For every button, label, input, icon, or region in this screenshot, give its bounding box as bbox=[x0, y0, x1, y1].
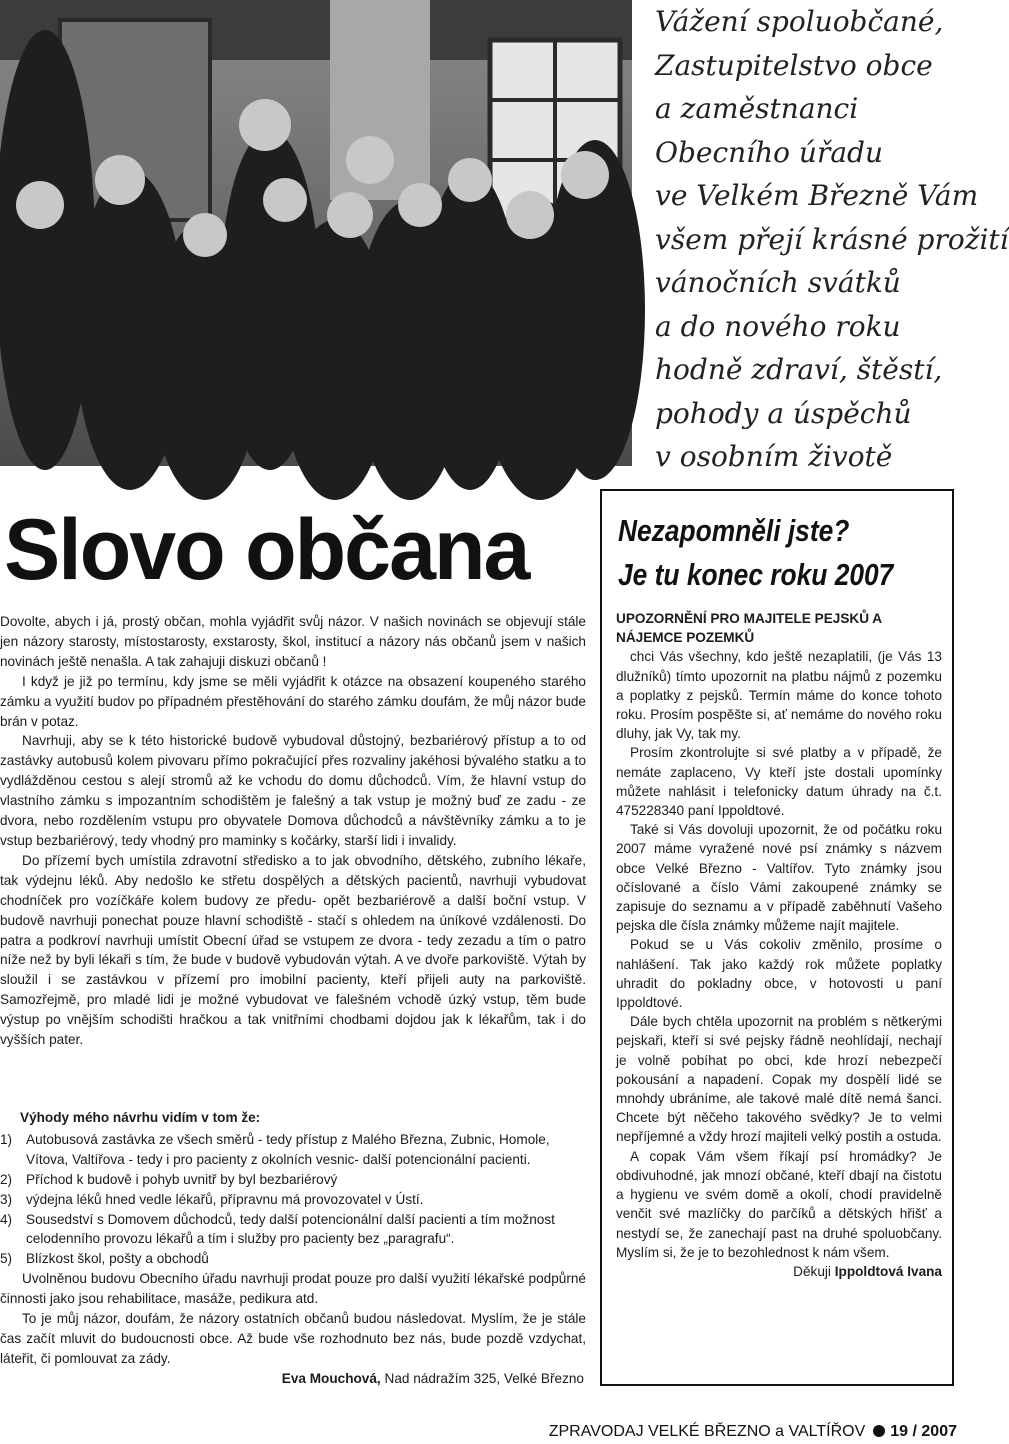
benefit-text: Sousedství s Domovem důchodců, tedy další potencionální další pacienti a tím možnost celodenního provozu lékařů a tím i služby pro pacienty bez „paragrafu“. bbox=[26, 1211, 555, 1247]
article-paragraph: Do přízemí bych umístila zdravotní středisko a to jak obvodního, dětského, zubního lékaře, tak výdejnu léků. Aby nedošlo ke střetu dospělých a dětských pacientů, navrhuji vybudovat chodníček pro vozíčkáře kolem budovy ze předu- opět bezbariérově a další boční vstup. V budově navrhuji ponechat pouze hlavní schodiště - stačí s ohledem na úníkové vzdálenosti. Do patra a podkroví navrhuji umístit Obecní úřad se vstupem ze dvora - tedy zezadu a tím o patro níže než by byli lékaři s tím, že bude v budově vybudován výtah. A ve dvoře parkoviště. Výtah by sloužil i se zastávkou v přízemí pro imobilní pacienty, kteří přijeli auty na parkoviště. Samozřejmě, pro mladé lidi je možné vybudovat ve falešném vchodě úzký vstup, těm bude výstup po vnějším schodišti hračkou a tak vnitřními chodbami dojdou jak k lékařům, tak i do vyšších pater. bbox=[0, 852, 586, 1048]
reminder-box bbox=[600, 489, 954, 1386]
box-paragraph: Dále bych chtěla upozornit na problém s nětkerými pejskaři, kteří si své pejsky řádně neohlídají, nechají je volně pobíhat po obci, kde hrozí nebezpečí pokousání a napadení. Copak my dospělí lidé se mnohdy ubráníme, ale takové malé dítě nemá šanci. Chcete být něčeho takového svědky? Je to velmi nepříjemné a vždy hrozí majiteli velký postih a ostuda. bbox=[616, 1014, 942, 1145]
box-paragraph: Pokud se u Vás cokoliv změnilo, prosíme o nahlášení. Tak jako každý rok můžete poplatky uhradit do pokladny obce, v hotovosti u paní Ippoldtové. bbox=[616, 937, 942, 1011]
box-paragraph: Prosím zkontrolujte si své platby a v případě, že nemáte zaplaceno, Vy kteří jste dostali upomínky můžete nahlásit i telefonicky datum úhrady na č.t. 475228340 paní Ippoldtové. bbox=[616, 745, 942, 819]
signature bbox=[0, 1369, 586, 1389]
benefit-item bbox=[0, 1249, 586, 1269]
benefits-heading: Výhody mého návrhu vidím v tom že: bbox=[20, 1110, 261, 1125]
article-paragraph: Dovolte, abych i já, prostý občan, mohla vyjádřit svůj názor. V našich novinách se objevují stále jen názory starosty, místostarosty, exstarosty, škol, institucí a názory nás občanů jsem v našich novinách ještě nenašla. A tak zahajuji diskuzi občanů ! bbox=[0, 614, 586, 669]
benefit-text: Autobusová zastávka ze všech směrů - tedy přístup z Malého Března, Zubnic, Homole, Vítova, Valtířova - tedy i pro pacienty z okolních vesnic- další potencionální pacienti. bbox=[26, 1131, 550, 1167]
benefit-text: Příchod k budově i pohyb uvnitř by byl bezbariérový bbox=[26, 1171, 338, 1187]
benefit-item bbox=[0, 1130, 586, 1170]
issue-number: 19 / 2007 bbox=[890, 1423, 957, 1440]
box-paragraph: Také si Vás dovoluji upozornit, že od počátku roku 2007 máme vyražené nové psí známky s názvem obce Velké Březno - Valtířov. Tyto známky jsou očíslované a číslo Vámi zakoupené známky se zapisuje do seznamu a v případě zaběhnutí Vašeho pejska dle čísla známky můžeme najít majitele. bbox=[616, 822, 942, 934]
group-photo bbox=[0, 0, 632, 466]
benefit-number: 3) bbox=[0, 1191, 13, 1207]
page-footer bbox=[505, 1422, 957, 1442]
benefit-number: 5) bbox=[0, 1251, 13, 1267]
greeting-line: pohody a úspěchů bbox=[655, 396, 912, 430]
box-subheading-year: Je tu konec roku 2007 bbox=[618, 557, 894, 592]
greeting-line: ve Velkém Březně Vám bbox=[655, 179, 979, 212]
article-body bbox=[0, 612, 586, 1050]
benefit-item bbox=[0, 1210, 586, 1250]
greeting-line: Obecního úřadu bbox=[655, 135, 883, 169]
closing-paragraph: Uvolněnou budovu Obecního úřadu navrhuji prodat pouze pro další využití lékařské podpůrné činnosti jako jsou rehabilitace, masáže, pedikura atd. bbox=[0, 1271, 586, 1307]
greeting-line: v osobním životě bbox=[655, 440, 893, 473]
benefit-number: 2) bbox=[0, 1171, 13, 1187]
closing-paragraph: To je můj názor, doufám, že názory ostatních občanů budou následovat. Myslím, že je stále čas začít mluvit do budoucnosti obce. Až bude vše rozhodnuto bez nás, bude pozdě vzdychat, láteřit, či pomlouvat za zády. bbox=[0, 1311, 586, 1366]
box-paragraph: chci Vás všechny, kdo ještě nezaplatili, (je Vás 13 dlužníků) tímto upozornit na platbu nájmů z pozemku a poplatky z pejsků. Termín máme do konce tohoto roku. Prosím pospěšte si, ať nemáme do nového roku dluhy, jak Vy, tak my. bbox=[616, 649, 942, 742]
benefit-number: 1) bbox=[0, 1131, 13, 1147]
signature-address: Nad nádražím 325, Velké Březno bbox=[384, 1370, 584, 1386]
benefit-item bbox=[0, 1170, 586, 1190]
bullet-icon bbox=[873, 1425, 885, 1437]
box-heading: Nezapomněli jste? bbox=[618, 513, 850, 548]
benefit-item bbox=[0, 1190, 586, 1210]
greeting-line: Vážení spoluobčané, bbox=[655, 5, 944, 38]
notice-heading: UPOZORNĚNÍ PRO MAJITELE PEJSKŮ A NÁJEMCE POZEMKŮ bbox=[616, 611, 882, 646]
greeting-line: Zastupitelstvo obce bbox=[655, 48, 933, 82]
article-paragraph: I když je již po termínu, kdy jsme se měli vyjádřit k otázce na obsazení koupeného starého zámku a využití budov po případném přestěhování do starého zámku doufám, že můj názor bude brán v potaz. bbox=[0, 673, 586, 729]
benefit-text: výdejna léků hned vedle lékařů, přípravnu má provozovatel v Ústí. bbox=[26, 1191, 424, 1207]
holiday-greeting bbox=[655, 0, 1009, 479]
signature-name: Eva Mouchová, bbox=[281, 1370, 381, 1386]
greeting-line: a do nového roku bbox=[655, 309, 901, 343]
thanks-word: Děkuji bbox=[793, 1263, 831, 1279]
box-paragraph: A copak Vám všem říkají psí hromádky? Je obdivuhodné, jak mnozí občané, kteří dbají na čistotu a hygienu ve svém domě a okolí, chodí pravidelně venčit své mazlíčky do parčíků a dětských hřišť a nestydí se, že zanechají past na druhé spoluobčany. Myslím si, že je to bezohlednost k nám všem. bbox=[616, 1148, 942, 1260]
benefit-text: Blízkost škol, pošty a obchodů bbox=[26, 1251, 209, 1267]
benefits-section bbox=[0, 1108, 586, 1389]
greeting-line: a zaměstnanci bbox=[655, 92, 859, 125]
thanks-name: Ippoldtová Ivana bbox=[834, 1263, 942, 1279]
greeting-line: vánočních svátků bbox=[655, 266, 901, 299]
publication-name: ZPRAVODAJ VELKÉ BŘEZNO a VALTÍŘOV bbox=[548, 1423, 866, 1440]
greeting-line: všem přejí krásné prožití bbox=[655, 222, 1009, 256]
box-thanks bbox=[616, 1262, 942, 1281]
article-title: Slovo občana bbox=[4, 502, 529, 598]
benefit-number: 4) bbox=[0, 1211, 13, 1227]
greeting-line: hodně zdraví, štěstí, bbox=[655, 353, 943, 386]
article-paragraph: Navrhuji, aby se k této historické budově vybudoval důstojný, bezbariérový přístup a to od zastávky autobusů kolem pivovaru přímo pokračující přes rozvaliny jakéhosi bývalého statku a to vydlážděnou cestou s alejí stromů až ke vchodu do domu důchodců. Vím, že hlavní vstup do vlastního zámku s impozantním schodištěm je falešný a tak vstup je možný buď ze zadu - ze dvora, nebo rozdělením vstupu pro obyvatele Domova důchodců a návštěvníky zámku a to je vstup bezbariérový, tedy vhodný pro maminky s kočárky, starší lidi i invalidy. bbox=[0, 733, 586, 848]
box-content bbox=[616, 609, 942, 1281]
